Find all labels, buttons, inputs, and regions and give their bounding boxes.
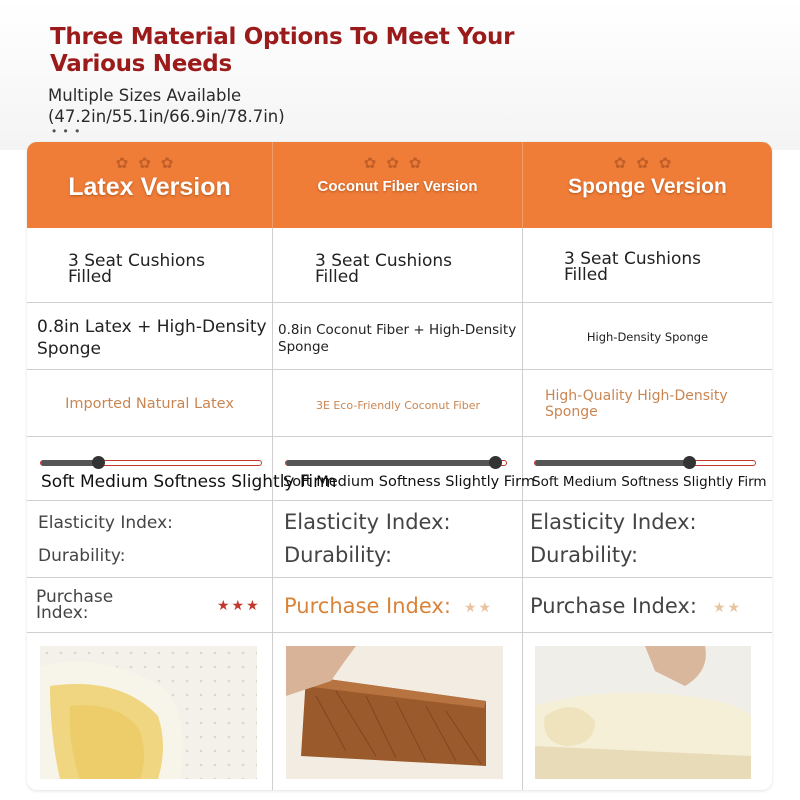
material-text: 0.8in Coconut Fiber + High-Density Sponge: [278, 322, 517, 355]
column-header-coconut: [273, 142, 523, 228]
softness-knob: [683, 456, 696, 469]
row-divider: [27, 302, 772, 303]
star-rating-icon: ★★★: [217, 597, 261, 613]
row-divider: [27, 369, 772, 370]
sponge-foam-image: [535, 646, 751, 779]
column-header-latex: [27, 142, 273, 228]
feature-text: Imported Natural Latex: [65, 396, 234, 412]
sizes-subtitle: Multiple Sizes Available (47.2in/55.1in/66.9in/78.7in): [48, 86, 285, 126]
softness-fill: [41, 460, 98, 466]
softness-fill: [535, 460, 689, 466]
seat-cushions-text: 3 Seat Cushions Filled: [315, 251, 452, 287]
material-text: High-Density Sponge: [586, 330, 709, 344]
softness-knob: [92, 456, 105, 469]
column-title: Coconut Fiber Version: [317, 178, 478, 195]
column-divider: [272, 228, 273, 790]
softness-fill: [286, 460, 495, 466]
durability-label: Durability:: [530, 543, 639, 567]
latex-foam-image: [40, 646, 257, 779]
decorative-pattern-icon: ✿✿✿: [115, 155, 184, 172]
row-divider: [27, 577, 772, 578]
feature-text: 3E Eco-Friendly Coconut Fiber: [315, 399, 481, 412]
purchase-index-label: Purchase Index:: [36, 587, 114, 623]
column-title: Sponge Version: [568, 175, 727, 198]
comparison-table: [27, 142, 772, 790]
coconut-fiber-image: [286, 646, 503, 779]
softness-slider: [534, 460, 756, 466]
seat-cushions-text: 3 Seat Cushions Filled: [564, 249, 701, 285]
purchase-index-label: Purchase Index:: [284, 594, 451, 618]
softness-labels: Soft Medium Softness Slightly Firm: [41, 472, 337, 492]
decorative-pattern-icon: ✿✿✿: [363, 155, 432, 172]
elasticity-label: Elasticity Index:: [38, 513, 173, 533]
ellipsis-dots: • • •: [52, 124, 82, 138]
page-title: Three Material Options To Meet Your Various Needs: [50, 24, 515, 77]
elasticity-label: Elasticity Index:: [284, 510, 451, 534]
row-divider: [27, 500, 772, 501]
softness-knob: [489, 456, 502, 469]
softness-slider: [285, 460, 507, 466]
purchase-index-label: Purchase Index:: [530, 594, 697, 618]
durability-label: Durability:: [284, 543, 393, 567]
star-rating-icon: ★★: [464, 599, 494, 615]
column-header-sponge: [523, 142, 772, 228]
column-title: Latex Version: [68, 173, 231, 201]
softness-labels: Soft Medium Softness Slightly Firm: [532, 474, 767, 490]
softness-slider: [40, 460, 262, 466]
material-text: 0.8in Latex + High-Density Sponge: [37, 317, 267, 359]
star-rating-icon: ★★: [713, 599, 743, 615]
durability-label: Durability:: [38, 546, 126, 566]
elasticity-label: Elasticity Index:: [530, 510, 697, 534]
column-divider: [522, 228, 523, 790]
row-divider: [27, 436, 772, 437]
row-divider: [27, 632, 772, 633]
softness-labels: Soft Medium Softness Slightly Firm: [283, 474, 535, 490]
decorative-pattern-icon: ✿✿✿: [613, 155, 682, 172]
seat-cushions-text: 3 Seat Cushions Filled: [68, 251, 205, 287]
feature-text: High-Quality High-Density Sponge: [545, 388, 728, 420]
